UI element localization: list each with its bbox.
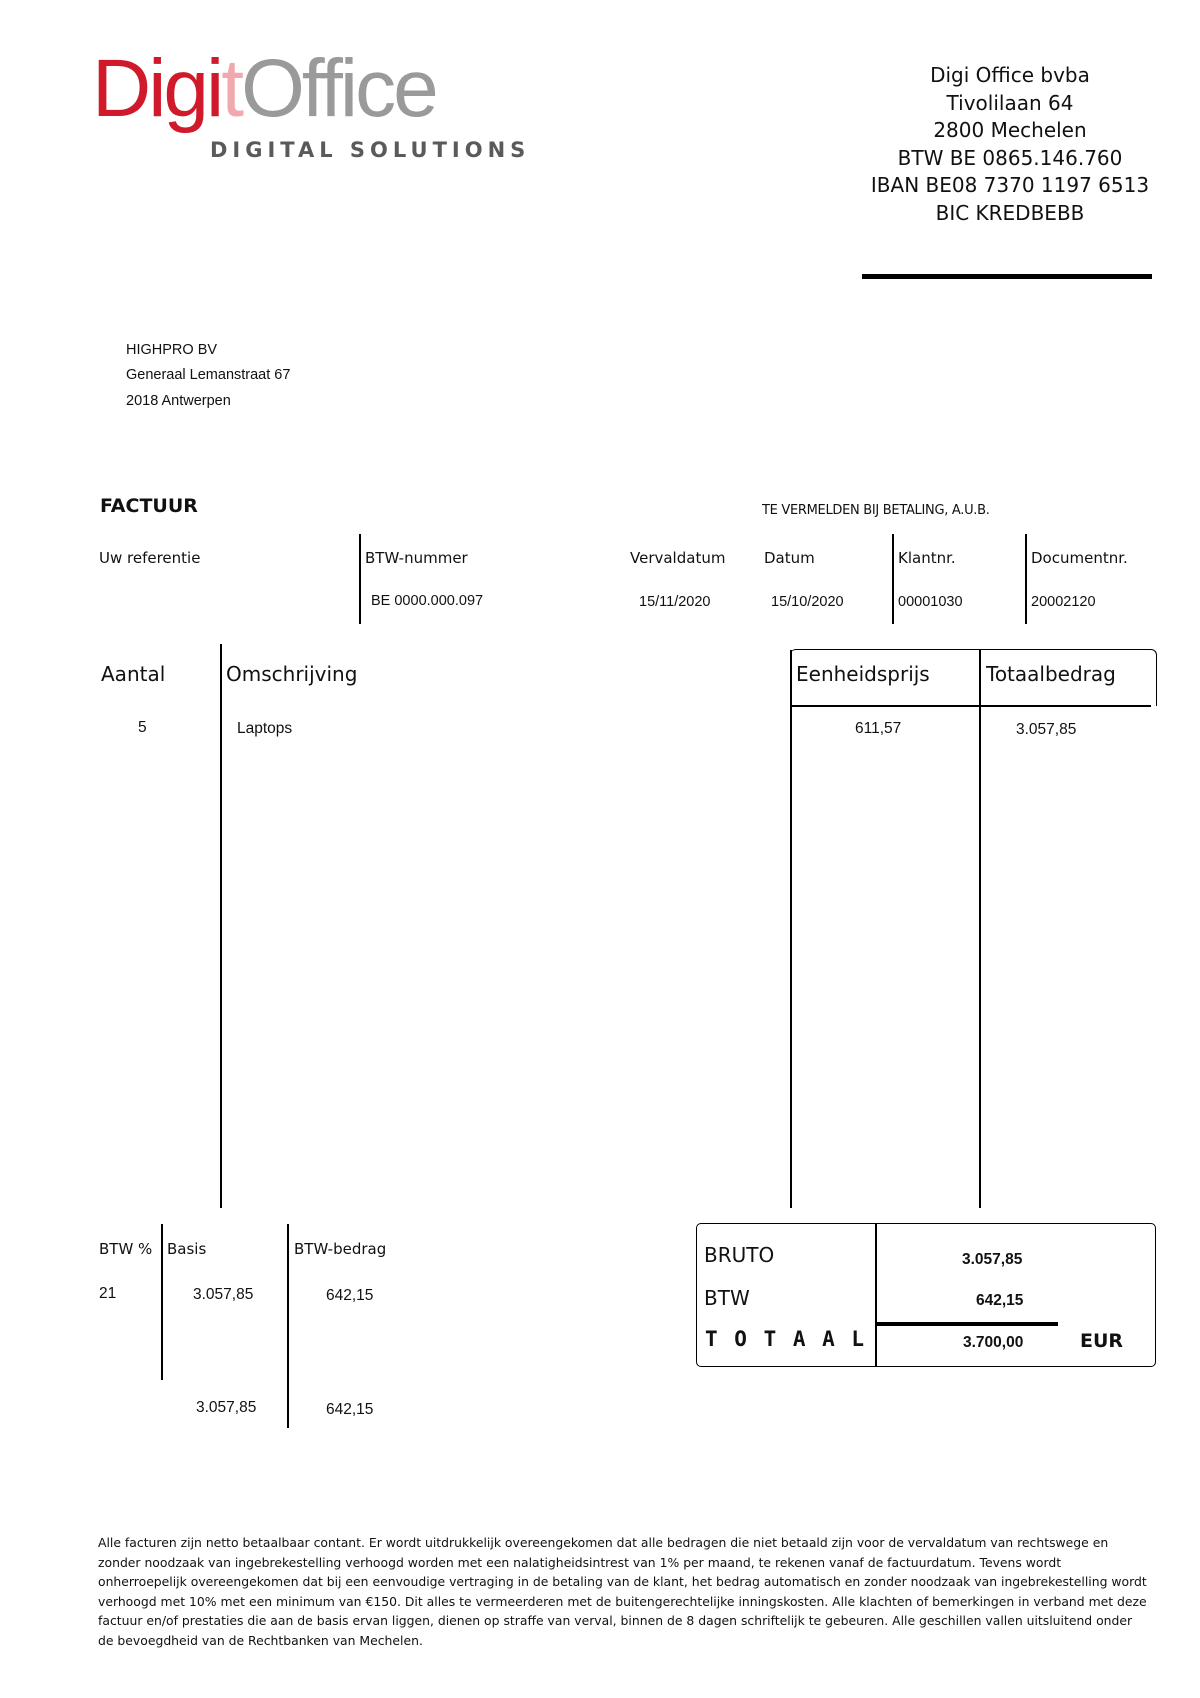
lines-header-total: Totaalbedrag xyxy=(986,662,1116,686)
header-date: Datum xyxy=(764,549,815,567)
lines-header-unit-price: Eenheidsprijs xyxy=(796,662,930,686)
company-street: Tivolilaan 64 xyxy=(946,90,1074,115)
company-address xyxy=(860,62,1160,227)
vat-header-base: Basis xyxy=(167,1240,207,1258)
company-iban: IBAN BE08 7370 1197 6513 xyxy=(870,173,1150,197)
logo-tagline: DIGITAL SOLUTIONS xyxy=(210,138,531,162)
total-header-underline xyxy=(979,705,1151,707)
value-client-no: 00001030 xyxy=(898,594,963,610)
lines-header-description: Omschrijving xyxy=(226,662,358,686)
company-bic: BIC KREDBEBB xyxy=(935,200,1085,225)
currency-label: EUR xyxy=(1080,1330,1124,1352)
vat-divider-rate xyxy=(161,1224,163,1380)
line-1-description: Laptops xyxy=(237,720,293,737)
bruto-label: BRUTO xyxy=(704,1243,775,1267)
lines-divider-quantity xyxy=(220,644,222,1208)
header-rule xyxy=(862,274,1152,279)
value-document-no: 20002120 xyxy=(1031,594,1096,610)
vat-divider-base xyxy=(287,1224,289,1428)
invoice-title: FACTUUR xyxy=(100,495,198,517)
vat-row-rate: 21 xyxy=(99,1285,117,1302)
header-divider-2 xyxy=(892,534,894,624)
line-1-quantity: 5 xyxy=(138,719,147,736)
recipient-street: Generaal Lemanstraat 67 xyxy=(126,367,291,383)
recipient-city: 2018 Antwerpen xyxy=(126,393,231,409)
logo-part-digi: Digi xyxy=(92,43,222,134)
value-date: 15/10/2020 xyxy=(771,594,844,610)
vat-header-rate: BTW % xyxy=(99,1240,153,1258)
terms-text: Alle facturen zijn netto betaalbaar contant. Er wordt uitdrukkelijk overeengekomen dat alle bedragen die niet betaald zijn voor de vervaldatum van rechtswege en zonder noodzaak van ingebrekestelling verhoogd worden met een nalatigheidsintrest van 1% per maand, te rekenen vanaf de factuurdatum. Tevens wordt onherroepelijk overeengekomen dat bij een eenvoudige vertraging in de betaling van de klant, het bedrag automatisch en zonder noodzaak van ingebrekestelling wordt verhoogd met 10% met een minimum van €150. Dit alles te vermeerderen met de buitengerechtelijke inningskosten. Alle klachten of bemerkingen in verband met deze factuur en/of prestaties die aan de basis ervan liggen, dienen op straffe van verval, binnen de 8 dagen schriftelijk te gebeuren. Alle geschillen vallen uitsluitend onder de bevoegdheid van de Rechtbanken van Mechelen. xyxy=(98,1535,1147,1648)
value-due-date: 15/11/2020 xyxy=(639,594,711,610)
lines-header-quantity: Aantal xyxy=(101,662,166,686)
company-city: 2800 Mechelen xyxy=(933,118,1087,142)
btw-value: 642,15 xyxy=(976,1292,1024,1309)
company-name: Digi Office bvba xyxy=(930,63,1090,87)
header-vat-number: BTW-nummer xyxy=(365,549,468,567)
lines-divider-total xyxy=(979,650,981,1208)
company-vat: BTW BE 0865.146.760 xyxy=(897,145,1123,170)
vat-row-amount: 642,15 xyxy=(326,1287,374,1304)
header-document-no: Documentnr. xyxy=(1031,549,1128,567)
vat-header-amount: BTW-bedrag xyxy=(294,1240,387,1258)
vat-total-base: 3.057,85 xyxy=(196,1399,257,1416)
btw-label: BTW xyxy=(704,1286,750,1310)
logo-part-t: t xyxy=(221,43,242,134)
header-due-date: Vervaldatum xyxy=(630,549,726,567)
lines-divider-unit-price xyxy=(790,650,792,1208)
recipient-name: HIGHPRO BV xyxy=(126,342,218,358)
vat-total-amount: 642,15 xyxy=(326,1401,374,1418)
vat-row-base: 3.057,85 xyxy=(193,1286,254,1303)
line-1-total: 3.057,85 xyxy=(1016,721,1077,738)
logo-part-office: Office xyxy=(241,43,436,134)
price-header-underline xyxy=(790,705,981,707)
line-1-unit-price: 611,57 xyxy=(855,720,902,737)
bruto-value: 3.057,85 xyxy=(962,1251,1023,1268)
header-divider-1 xyxy=(359,534,361,624)
header-reference: Uw referentie xyxy=(99,549,201,567)
header-divider-3 xyxy=(1025,534,1027,624)
payment-notice: TE VERMELDEN BIJ BETALING, A.U.B. xyxy=(762,503,990,518)
totals-box-divider xyxy=(875,1224,877,1366)
total-label: T O T A A L xyxy=(705,1327,867,1351)
company-logo xyxy=(92,43,436,134)
total-value: 3.700,00 xyxy=(963,1334,1024,1351)
header-client-no: Klantnr. xyxy=(898,549,956,567)
totals-rule xyxy=(875,1322,1058,1326)
value-vat-number: BE 0000.000.097 xyxy=(371,593,484,609)
